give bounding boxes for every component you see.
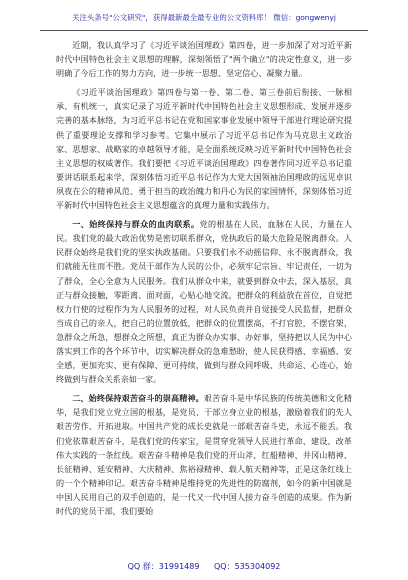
paragraph-text: 艰苦奋斗是中华民族的传统美德和文化精华，是我们党立党立国的根基，是党员、干部立身立业的根基，激励着我们的先人艰苦劳作、开拓进取。中国共产党的成长史就是一部艰苦奋斗史，永远不能丢。我们党依靠艰苦奋斗，是我们党的传家宝，是贯穿党领导人民进行革命、建设、改革伟大实践的一条红线。艰苦奋斗精神是我们党的开山斧，红船精神、井冈山精神、长征精神、延安精神、大庆精神、焦裕禄精神、载人航天精神等，正是这条红线上的一个个精神印记。艰苦奋斗精神是维持党的先进性的防腐剂，如今的新中国就是中国人民用自己的双手创造的，是一代又一代中国人接力奋斗创造的成果。作为新时代的党员干部，我们要始: [56, 393, 352, 516]
document-body: [56, 38, 352, 554]
paragraph: [56, 391, 352, 518]
paragraph-text: 近期，我认真学习了《习近平谈治国理政》第四卷，进一步加深了对习近平新时代中国特色社会主义思想的理解，深刻领悟了"两个确立"的决定性意义，进一步明确了今后工作的努力方向，进一步统一思想、坚定信心、凝聚力量。: [56, 40, 352, 79]
footer-qq-number: QQ：535304092: [214, 562, 281, 571]
footer-qq-group: QQ 群：31991489: [127, 562, 200, 571]
section-heading: 二、始终保持艰苦奋斗的崇高精神。: [72, 393, 204, 404]
footer-contact: [40, 560, 368, 574]
paragraph: [56, 38, 352, 80]
header-divider: [40, 30, 368, 31]
section-heading: 一、始终保持与群众的血肉联系。: [72, 219, 200, 230]
paragraph-text: 《习近平谈治国理政》第四卷与第一卷、第二卷、第三卷前后衔接、一脉相承、有机统一，真实记录了习近平新时代中国特色社会主义思想形成、发展并逐步完善的基本脉络，为习近平总书记在党和国家事业发展中领导干部进行理论研究提供了重要理论支撑和学习参考。它集中展示了习近平总书记作为马克思主义政治家、思想家、战略家的卓越领导才能，是全面系统反映习近平新时代中国特色社会主义思想的权威著作。我们要把《习近平谈治国理政》四卷著作同习近平总书记重要讲话联系起来学，深刻体悟习近平总书记作为大党大国领袖治国理政的远见卓识夙夜在公的精神风范、勇于担当的政治魄力和丹心为民的家国情怀，深刻体悟习近平新时代中国特色社会主义思想蕴含的真理力量和实践伟力。: [56, 87, 352, 211]
paragraph-text: 党的根基在人民，血脉在人民，力量在人民。我们党的最大政治优势是密切联系群众，党执政后的最大危险是脱离群众。人民群众始终是我们党的坚实执政基础。只要我们永不动摇信仰、永不脱离群众，我们就能无往而不胜。党员干部作为人民的公仆，必须牢记宗旨、牢记责任，一切为了群众，全心全意为人民服务。我们从群众中来，就要到群众中去，深入基层，真正与群众接触，零距离、面对面，心贴心地交流，把群众的利益放在首位，自觉把权力行使的过程作为为人民服务的过程，对人民负责并自觉接受人民监督，把群众当成自己的亲人，把自己的位置放低，把群众的位置摆高，不打官腔，不摆官架，急群众之所急，想群众之所想，真正为群众办实事、办好事，坚持把以人民为中心落实到工作的各个环节中，切实解决群众的急难愁盼，使人民获得感、幸福感、安全感，更加充实、更有保障、更可持续，做到与群众同呼吸、共命运、心连心，始终做到与群众关系亲如一家。: [56, 219, 352, 385]
header-banner: 关注头条号"公文研究"，获得最新最全最专业的公文资料库！ 微信：gongwenyj: [72, 13, 336, 22]
paragraph: [56, 85, 352, 212]
paragraph: [56, 217, 352, 386]
